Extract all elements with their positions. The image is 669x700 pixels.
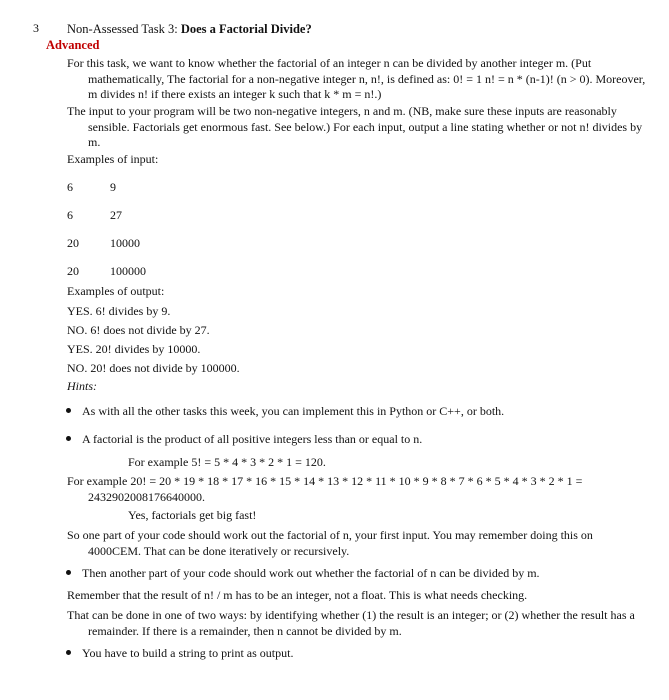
bullet-divisibility: Then another part of your code should work out whether the factorial of n can be divided by m.: [82, 566, 540, 580]
bullet-icon: [66, 570, 71, 575]
two-ways-paragraph: That can be done in one of two ways: by identifying whether (1) the result is an integer; or (2) whether the result has a remainder. If there is a remainder, then n cannot be divided by m.: [67, 608, 635, 638]
input-n: 20: [67, 264, 79, 278]
difficulty-label: Advanced: [46, 38, 100, 52]
big-fast-note: Yes, factorials get big fast!: [128, 508, 257, 522]
intro-paragraph: For this task, we want to know whether the factorial of an integer n can be divided by another integer m. (Put mathematically, The factorial for a non-negative integer n, n!, is defined as: 0! = 1 n! = n * (n-1)! (n > 0). Moreover, m divides n! if there exists an integer k such that k * m = n!.): [67, 56, 646, 102]
bullet-factorial-definition: A factorial is the product of all positive integers less than or equal to n.: [82, 432, 423, 446]
section-number: 3: [33, 21, 39, 35]
examples-output-label: Examples of output:: [67, 284, 165, 298]
bullet-language: As with all the other tasks this week, you can implement this in Python or C++, or both.: [82, 404, 505, 418]
bullet-icon: [66, 650, 71, 655]
input-description: The input to your program will be two non-negative integers, n and m. (NB, make sure these inputs are reasonably sensible. Factorials get enormous fast. See below.) For each input, output a line stating whether or not n! divides by m.: [67, 104, 643, 150]
task-title-bold: Does a Factorial Divide?: [180, 22, 312, 36]
hints-label: Hints:: [67, 379, 97, 393]
output-line: YES. 6! divides by 9.: [67, 304, 171, 318]
output-line: NO. 20! does not divide by 100000.: [67, 361, 240, 375]
bullet-output-string: You have to build a string to print as output.: [82, 646, 294, 660]
examples-input-label: Examples of input:: [67, 152, 159, 166]
input-m: 10000: [110, 236, 140, 250]
input-m: 100000: [110, 264, 146, 278]
input-m: 27: [110, 208, 122, 222]
output-line: NO. 6! does not divide by 27.: [67, 323, 210, 337]
output-line: YES. 20! divides by 10000.: [67, 342, 201, 356]
bullet-icon: [66, 436, 71, 441]
example-20-factorial: For example 20! = 20 * 19 * 18 * 17 * 16 * 15 * 14 * 13 * 12 * 11 * 10 * 9 * 8 * 7 * 6 * 5 * 4 * 3 * 2 * 1 = 2432902008176640000.: [67, 474, 583, 504]
example-5-factorial: For example 5! = 5 * 4 * 3 * 2 * 1 = 120.: [128, 455, 326, 469]
remember-note: Remember that the result of n! / m has to be an integer, not a float. This is what needs checking.: [67, 588, 528, 602]
task-title-prefix: Non-Assessed Task 3:: [67, 22, 181, 36]
input-n: 6: [67, 180, 73, 194]
bullet-icon: [66, 408, 71, 413]
input-m: 9: [110, 180, 116, 194]
input-n: 6: [67, 208, 73, 222]
input-n: 20: [67, 236, 79, 250]
part-one-paragraph: So one part of your code should work out the factorial of n, your first input. You may remember doing this on 4000CEM. That can be done iteratively or recursively.: [67, 528, 593, 558]
task-title: [67, 21, 312, 37]
